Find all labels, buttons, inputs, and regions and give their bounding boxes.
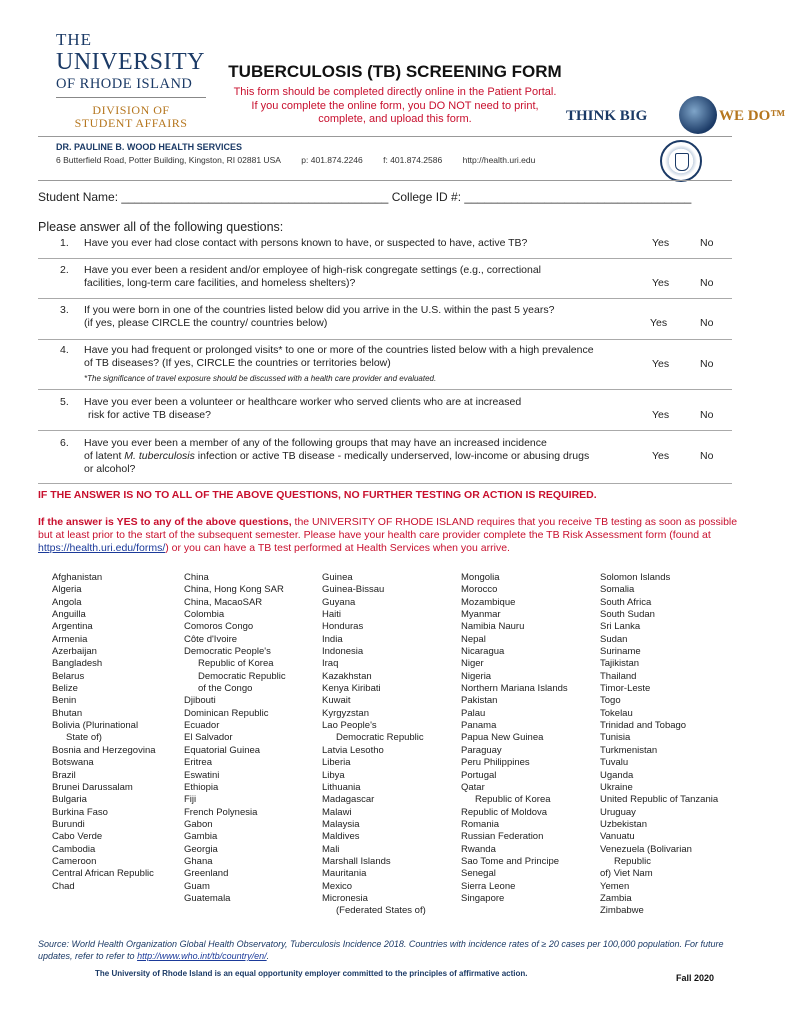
question-number: 2. <box>60 264 69 276</box>
notice-yes-action <box>38 516 738 555</box>
country-item[interactable]: (Federated States of) <box>336 905 426 917</box>
country-item[interactable]: Sri Lanka <box>600 621 641 633</box>
question-text-line: (if yes, please CIRCLE the country/ countries below) <box>84 317 328 329</box>
clinic-url[interactable]: http://health.uri.edu <box>462 155 536 165</box>
country-item[interactable]: Chad <box>52 880 75 892</box>
country-item[interactable]: Uganda <box>600 769 634 781</box>
country-item[interactable]: Venezuela (Bolivarian <box>600 843 692 855</box>
yes-option[interactable]: Yes <box>652 358 670 370</box>
no-option[interactable]: No <box>700 358 714 370</box>
country-item[interactable]: Kuwait <box>322 695 351 707</box>
country-item[interactable]: of) Viet Nam <box>600 868 653 880</box>
college-id-label: College ID #: <box>391 190 462 204</box>
country-item[interactable]: Haiti <box>322 609 342 621</box>
slogan-left: THINK BIG <box>566 108 648 124</box>
country-item[interactable]: Djibouti <box>184 695 216 707</box>
country-item[interactable]: Dominican Republic <box>184 707 269 719</box>
country-item[interactable]: Libya <box>322 769 345 781</box>
country-item[interactable]: Kyrgyzstan <box>322 707 369 719</box>
country-item[interactable]: Mexico <box>322 880 353 892</box>
country-item[interactable]: Cameroon <box>52 855 97 867</box>
yes-option[interactable]: Yes <box>650 317 668 329</box>
no-option[interactable]: No <box>700 237 714 249</box>
subtitle-line: If you complete the online form, you DO NOT need to print, <box>251 99 539 112</box>
question-text-line: Have you ever been a member of any of the following groups that may have an increased incidence <box>84 437 547 449</box>
travel-note: *The significance of travel exposure should be discussed with a health care provider and evaluated. <box>84 374 437 383</box>
country-item[interactable]: Ukraine <box>600 781 633 793</box>
country-item[interactable]: Burkina Faso <box>52 806 108 818</box>
country-item[interactable]: Romania <box>461 818 500 830</box>
country-item[interactable]: Turkmenistan <box>600 744 658 756</box>
country-item[interactable]: Bosnia and Herzegovina <box>52 744 156 756</box>
country-item[interactable]: Tunisia <box>600 732 631 744</box>
country-item[interactable]: Democratic Republic <box>336 732 424 744</box>
species-name: M. tuberculosis <box>124 450 195 462</box>
country-item[interactable]: Comoros Congo <box>184 621 254 633</box>
question-number: 5. <box>60 396 69 408</box>
subtitle-line: This form should be completed directly online in the Patient Portal. <box>233 86 557 98</box>
country-item[interactable]: Niger <box>461 658 484 670</box>
country-item[interactable]: Republic of Moldova <box>461 806 548 818</box>
no-option[interactable]: No <box>700 409 714 421</box>
yes-option[interactable]: Yes <box>652 409 670 421</box>
country-item[interactable]: Thailand <box>600 670 637 682</box>
country-item[interactable]: Tajikistan <box>600 658 640 670</box>
country-item[interactable]: Morocco <box>461 584 498 596</box>
slogan-right: WE DO™ <box>719 108 785 124</box>
question-text-line: or alcohol? <box>84 463 136 475</box>
country-item[interactable]: Fiji <box>184 794 197 806</box>
question-text-line: Have you ever been a resident and/or employee of high-risk congregate settings (e.g., correctional <box>84 264 542 276</box>
country-column-4 <box>461 572 568 905</box>
country-item[interactable]: Bolivia (Plurinational <box>52 720 139 732</box>
country-item[interactable]: Georgia <box>184 843 218 855</box>
country-item[interactable]: Rwanda <box>461 843 496 855</box>
country-item[interactable]: Lithuania <box>322 781 361 793</box>
country-item[interactable]: Bulgaria <box>52 794 87 806</box>
country-item[interactable]: Guam <box>184 880 210 892</box>
country-item[interactable]: Sao Tome and Principe <box>461 855 560 867</box>
country-item[interactable]: Tuvalu <box>600 757 629 769</box>
country-item[interactable]: Gambia <box>184 831 218 843</box>
clinic-info <box>56 155 553 165</box>
country-item[interactable]: Timor-Leste <box>600 683 651 695</box>
country-item[interactable]: India <box>322 633 343 645</box>
country-item[interactable]: El Salvador <box>184 732 233 744</box>
country-item[interactable]: Maldives <box>322 831 360 843</box>
country-item[interactable]: Singapore <box>461 892 505 904</box>
header-divider <box>38 136 732 137</box>
country-item[interactable]: Peru Philippines <box>461 757 530 769</box>
country-item[interactable]: of the Congo <box>198 683 253 695</box>
country-item[interactable]: Sudan <box>600 633 628 645</box>
country-item[interactable]: Nigeria <box>461 670 492 682</box>
country-item[interactable]: Benin <box>52 695 77 707</box>
country-item[interactable]: Guyana <box>322 596 356 608</box>
question-text <box>84 264 634 290</box>
country-item[interactable]: Suriname <box>600 646 641 658</box>
country-item[interactable]: Colombia <box>184 609 225 621</box>
question-text <box>84 396 634 422</box>
country-item[interactable]: Burundi <box>52 818 85 830</box>
form-title: TUBERCULOSIS (TB) SCREENING FORM <box>228 62 562 81</box>
country-item[interactable]: Armenia <box>52 633 88 645</box>
text-fragment: infection or active TB disease - medically underserved, low-income or abusing drugs <box>194 450 590 462</box>
country-item[interactable]: Mali <box>322 843 340 855</box>
country-item[interactable]: Argentina <box>52 621 93 633</box>
notice-text: the UNIVERSITY OF RHODE ISLAND requires that you receive TB testing as soon as possible but at least prior to the start of the subsequent semester. Please have your health care provider complete the TB Risk Assessment form (found at <box>38 516 738 541</box>
country-item[interactable]: State of) <box>66 732 102 744</box>
question-text-line: If you were born in one of the countries listed below did you arrive in the U.S. within the past 5 years? <box>84 304 555 316</box>
country-item[interactable]: French Polynesia <box>184 806 258 818</box>
yes-option[interactable]: Yes <box>652 277 670 289</box>
country-item[interactable]: Namibia Nauru <box>461 621 525 633</box>
country-item[interactable]: Madagascar <box>322 794 375 806</box>
question-divider <box>38 339 732 340</box>
division-line-1: DIVISION OF <box>92 103 170 117</box>
question-text-line: Have you had frequent or prolonged visits* to one or more of the countries listed below with a high prevalence <box>84 344 594 356</box>
division-line-2: STUDENT AFFAIRS <box>74 116 188 130</box>
country-item[interactable]: Ghana <box>184 855 213 867</box>
country-item[interactable]: Brazil <box>52 769 76 781</box>
country-item[interactable]: Belarus <box>52 670 85 682</box>
notice-text: ) or you can have a TB test performed at Health Services when you arrive. <box>165 542 510 554</box>
country-item[interactable]: Zimbabwe <box>600 905 644 917</box>
question-text <box>84 437 634 476</box>
country-item[interactable]: Greenland <box>184 868 229 880</box>
source-text: Source: World Health Organization Global Health Observatory, Tuberculosis Incidence 2018. Countries with incidence rates of ≥ 20 cases per 100,000 population. For future updates, refer to refer to <box>38 939 724 961</box>
question-number: 4. <box>60 344 69 356</box>
term-label: Fall 2020 <box>676 973 715 983</box>
country-item[interactable]: Mozambique <box>461 596 516 608</box>
country-item[interactable]: Uzbekistan <box>600 818 647 830</box>
question-text-line: facilities, long-term care facilities, and homeless shelters)? <box>84 277 356 289</box>
country-item[interactable]: Republic <box>614 855 651 867</box>
country-item[interactable]: China, MacaoSAR <box>184 596 263 608</box>
question-text <box>84 344 634 385</box>
country-item[interactable]: Portugal <box>461 769 497 781</box>
country-item[interactable]: Uruguay <box>600 806 636 818</box>
country-column-3 <box>322 572 426 918</box>
country-item[interactable]: Belize <box>52 683 78 695</box>
notice-no-action: IF THE ANSWER IS NO TO ALL OF THE ABOVE QUESTIONS, NO FURTHER TESTING OR ACTION IS REQUIRED. <box>38 489 597 501</box>
country-item[interactable]: Lao People's <box>322 720 377 732</box>
country-item[interactable]: Afghanistan <box>52 572 103 583</box>
country-item[interactable]: Sierra Leone <box>461 880 516 892</box>
country-item[interactable]: Panama <box>461 720 497 732</box>
clinic-address: 6 Butterfield Road, Potter Building, Kingston, RI 02881 USA <box>56 155 281 165</box>
logo-divider <box>56 97 206 98</box>
no-option[interactable]: No <box>700 277 714 289</box>
question-divider <box>38 258 732 259</box>
forms-link[interactable]: https://health.uri.edu/forms/ <box>38 542 166 554</box>
country-item[interactable]: Democratic People's <box>184 646 271 658</box>
instructions: Please answer all of the following questions: <box>38 220 284 234</box>
country-item[interactable]: Togo <box>600 695 621 707</box>
country-item[interactable]: Indonesia <box>322 646 364 658</box>
source-end: . <box>266 951 270 961</box>
question-divider <box>38 298 732 299</box>
country-item[interactable]: Russian Federation <box>461 831 544 843</box>
logo-the: THE <box>56 30 93 49</box>
country-item[interactable]: Eswatini <box>184 769 220 781</box>
question-text: Have you ever had close contact with persons known to have, or suspected to have, active TB? <box>84 237 528 249</box>
yes-option[interactable]: Yes <box>652 237 670 249</box>
yes-option[interactable]: Yes <box>652 450 670 462</box>
country-item[interactable]: Angola <box>52 596 82 608</box>
country-item[interactable]: Mauritania <box>322 868 367 880</box>
country-item[interactable]: Senegal <box>461 868 496 880</box>
clinic-phone: p: 401.874.2246 <box>301 155 363 165</box>
country-item[interactable]: Somalia <box>600 584 635 596</box>
country-item[interactable]: Nicaragua <box>461 646 505 658</box>
country-column-2 <box>184 572 286 905</box>
country-item[interactable]: Bangladesh <box>52 658 103 670</box>
country-item[interactable]: Northern Mariana Islands <box>461 683 568 695</box>
country-item[interactable]: United Republic of Tanzania <box>600 794 719 806</box>
country-item[interactable]: Ecuador <box>184 720 220 732</box>
country-column-1 <box>52 572 156 893</box>
country-item[interactable]: Central African Republic <box>52 868 154 880</box>
country-item[interactable]: Bhutan <box>52 707 83 719</box>
country-item[interactable]: Papua New Guinea <box>461 732 544 744</box>
student-fields <box>38 190 691 204</box>
country-item[interactable]: Botswana <box>52 757 94 769</box>
logo-university: UNIVERSITY <box>56 49 205 75</box>
country-item[interactable]: Malawi <box>322 806 352 818</box>
notice-bold: If the answer is YES to any of the above questions, <box>38 516 292 528</box>
country-item[interactable]: Liberia <box>322 757 351 769</box>
country-item[interactable]: Republic of Korea <box>475 794 551 806</box>
question-text <box>84 304 634 330</box>
country-item[interactable]: Qatar <box>461 781 485 793</box>
logo-of-rhode-island: OF RHODE ISLAND <box>56 76 193 92</box>
country-item[interactable]: Kenya Kiribati <box>322 683 381 695</box>
country-item[interactable]: Equatorial Guinea <box>184 744 261 756</box>
equal-opportunity-statement: The University of Rhode Island is an equal opportunity employer committed to the principles of affirmative action. <box>95 969 528 978</box>
country-item[interactable]: China <box>184 572 209 583</box>
country-item[interactable]: Azerbaijan <box>52 646 97 658</box>
clinic-name: DR. PAULINE B. WOOD HEALTH SERVICES <box>56 142 243 152</box>
student-name-label: Student Name: <box>38 190 119 204</box>
country-item[interactable]: Eritrea <box>184 757 212 769</box>
country-item[interactable]: Guinea <box>322 572 353 583</box>
country-item[interactable]: Malaysia <box>322 818 360 830</box>
country-item[interactable]: Paraguay <box>461 744 502 756</box>
country-item[interactable]: Cambodia <box>52 843 96 855</box>
question-divider <box>38 430 732 431</box>
country-item[interactable]: Pakistan <box>461 695 498 707</box>
no-option[interactable]: No <box>700 450 714 462</box>
no-option[interactable]: No <box>700 317 714 329</box>
college-id-field[interactable]: __________________________________ <box>464 190 692 204</box>
question-text-line <box>84 450 634 463</box>
form-subtitle <box>210 86 580 127</box>
country-item[interactable]: Ethiopia <box>184 781 219 793</box>
question-divider <box>38 389 732 390</box>
country-item[interactable]: Palau <box>461 707 486 719</box>
country-item[interactable]: Cabo Verde <box>52 831 103 843</box>
question-number: 1. <box>60 237 69 249</box>
country-item[interactable]: Kazakhstan <box>322 670 372 682</box>
country-item[interactable]: Yemen <box>600 880 630 892</box>
question-text-line: Have you ever been a volunteer or healthcare worker who served clients who are at increased <box>84 396 522 408</box>
country-item[interactable]: China, Hong Kong SAR <box>184 584 284 596</box>
country-item[interactable]: Zambia <box>600 892 632 904</box>
country-item[interactable]: South Sudan <box>600 609 655 621</box>
country-item[interactable]: Brunei Darussalam <box>52 781 133 793</box>
student-name-field[interactable]: ________________________________________ <box>121 190 389 204</box>
country-item[interactable]: Gabon <box>184 818 213 830</box>
country-item[interactable]: Nepal <box>461 633 486 645</box>
country-item[interactable]: Anguilla <box>52 609 86 621</box>
country-item[interactable]: Micronesia <box>322 892 368 904</box>
country-column-5 <box>600 572 718 918</box>
country-item[interactable]: South Africa <box>600 596 652 608</box>
country-item[interactable]: Solomon Islands <box>600 572 671 583</box>
source-note <box>38 938 738 962</box>
header-divider-bottom <box>38 180 732 181</box>
question-divider <box>38 483 732 484</box>
country-item[interactable]: Trinidad and Tobago <box>600 720 687 732</box>
uri-logo <box>56 30 206 130</box>
clinic-fax: f: 401.874.2586 <box>383 155 443 165</box>
country-item[interactable]: Vanuatu <box>600 831 635 843</box>
country-item[interactable]: Myanmar <box>461 609 501 621</box>
country-item[interactable]: Mongolia <box>461 572 500 583</box>
country-item[interactable]: Guinea-Bissau <box>322 584 385 596</box>
country-item[interactable]: Guatemala <box>184 892 231 904</box>
country-item[interactable]: Côte d'Ivoire <box>184 633 238 645</box>
who-link[interactable]: http://www.who.int/tb/country/en/ <box>137 951 267 961</box>
text-fragment: of latent <box>84 450 125 462</box>
country-item[interactable]: Democratic Republic <box>198 670 286 682</box>
country-item[interactable]: Honduras <box>322 621 364 633</box>
country-item[interactable]: Marshall Islands <box>322 855 391 867</box>
country-item[interactable]: Republic of Korea <box>198 658 274 670</box>
country-item[interactable]: Latvia Lesotho <box>322 744 384 756</box>
university-seal-icon <box>660 140 702 182</box>
question-number: 6. <box>60 437 69 449</box>
question-text-line: of TB diseases? (If yes, CIRCLE the countries or territories below) <box>84 357 391 369</box>
subtitle-line: complete, and upload this form. <box>318 113 472 125</box>
globe-icon <box>679 96 717 134</box>
country-item[interactable]: Algeria <box>52 584 82 596</box>
country-item[interactable]: Iraq <box>322 658 339 670</box>
country-item[interactable]: Tokelau <box>600 707 633 719</box>
question-number: 3. <box>60 304 69 316</box>
question-text-line: risk for active TB disease? <box>88 409 211 421</box>
